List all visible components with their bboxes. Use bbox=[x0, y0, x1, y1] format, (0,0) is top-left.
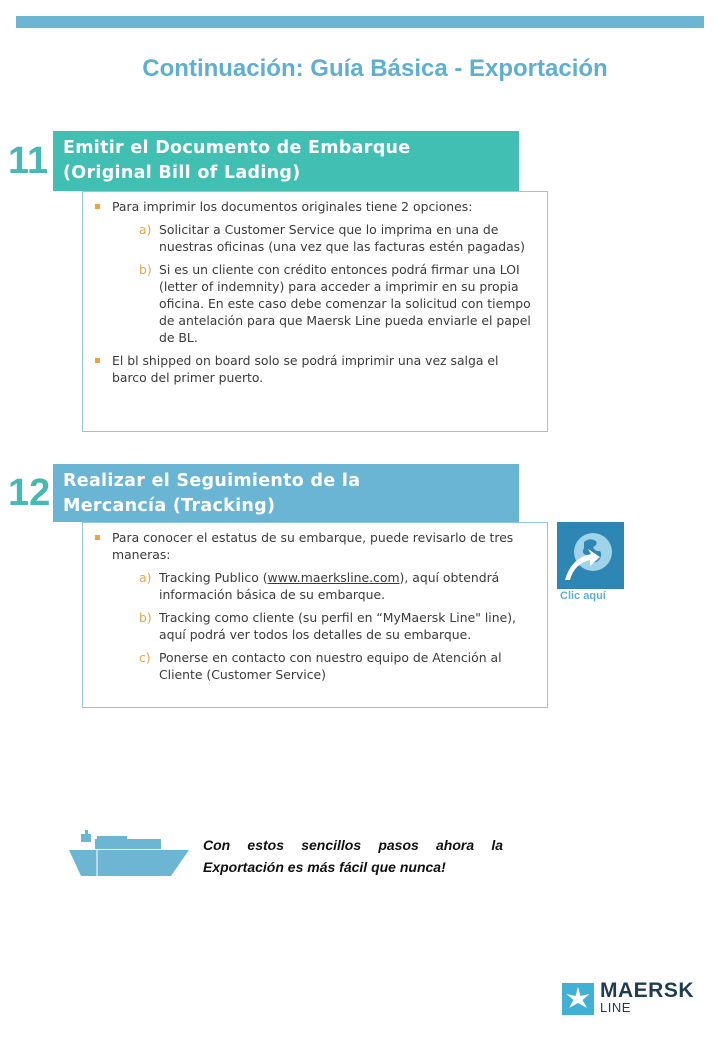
ship-icon bbox=[67, 830, 191, 880]
option-b: b) Si es un cliente con crédito entonces podrá firmar una LOI (letter of indemnity) para acceder a imprimir en su propia oficina. En este caso debe comenzar la solicitud con tiempo de antelación para que Maersk Line pueda enviarle el papel de BL. bbox=[139, 262, 531, 345]
option-a: a) Tracking Publico (www.maerksline.com), aquí obtendrá información básica de su embarque. bbox=[139, 570, 500, 602]
step-11-content-box bbox=[82, 191, 548, 432]
option-c: c) Ponerse en contacto con nuestro equipo de Atención al Cliente (Customer Service) bbox=[139, 650, 502, 682]
step-12-heading-line2: Mercancía (Tracking) bbox=[63, 496, 276, 516]
step-number-12: 12 bbox=[8, 472, 51, 514]
step-11-heading-line1: Emitir el Documento de Embarque bbox=[63, 138, 411, 158]
page-title: Continuación: Guía Básica - Exportación bbox=[142, 55, 608, 82]
clic-aqui-link[interactable]: Clic aquí bbox=[560, 590, 606, 602]
closing-message: Con estos sencillos pasos ahora la Exportación es más fácil que nunca! bbox=[203, 837, 503, 875]
maerskline-link[interactable]: www.maerksline.com bbox=[267, 570, 400, 585]
step-12-content-box bbox=[82, 522, 548, 708]
bullet-icon bbox=[95, 204, 100, 209]
step-number-11: 11 bbox=[8, 140, 49, 182]
maersk-star-icon bbox=[562, 983, 594, 1015]
maersk-line-logo: MAERSK LINE bbox=[600, 979, 695, 1015]
option-a: a) Solicitar a Customer Service que lo imprima en una de nuestras oficinas (una vez que las facturas estén pagadas) bbox=[139, 222, 525, 254]
list-item: Para conocer el estatus de su embarque, puede revisarlo de tres maneras: bbox=[93, 529, 537, 563]
globe-icon[interactable] bbox=[557, 522, 624, 589]
list-item: El bl shipped on board solo se podrá imprimir una vez salga el barco del primer puerto. bbox=[93, 352, 537, 386]
bullet-icon bbox=[95, 358, 100, 363]
step-12-heading-line1: Realizar el Seguimiento de la bbox=[63, 471, 361, 491]
option-b: b) Tracking como cliente (su perfil en “MyMaersk Line" line), aquí podrá ver todos los detalles de su embarque. bbox=[139, 610, 516, 642]
top-bar bbox=[16, 16, 704, 28]
step-11-heading-line2: (Original Bill of Lading) bbox=[63, 163, 301, 183]
step-11-heading bbox=[53, 131, 519, 191]
list-item: Para imprimir los documentos originales tiene 2 opciones: bbox=[93, 198, 537, 215]
bullet-icon bbox=[95, 535, 100, 540]
step-12-heading bbox=[53, 464, 519, 522]
